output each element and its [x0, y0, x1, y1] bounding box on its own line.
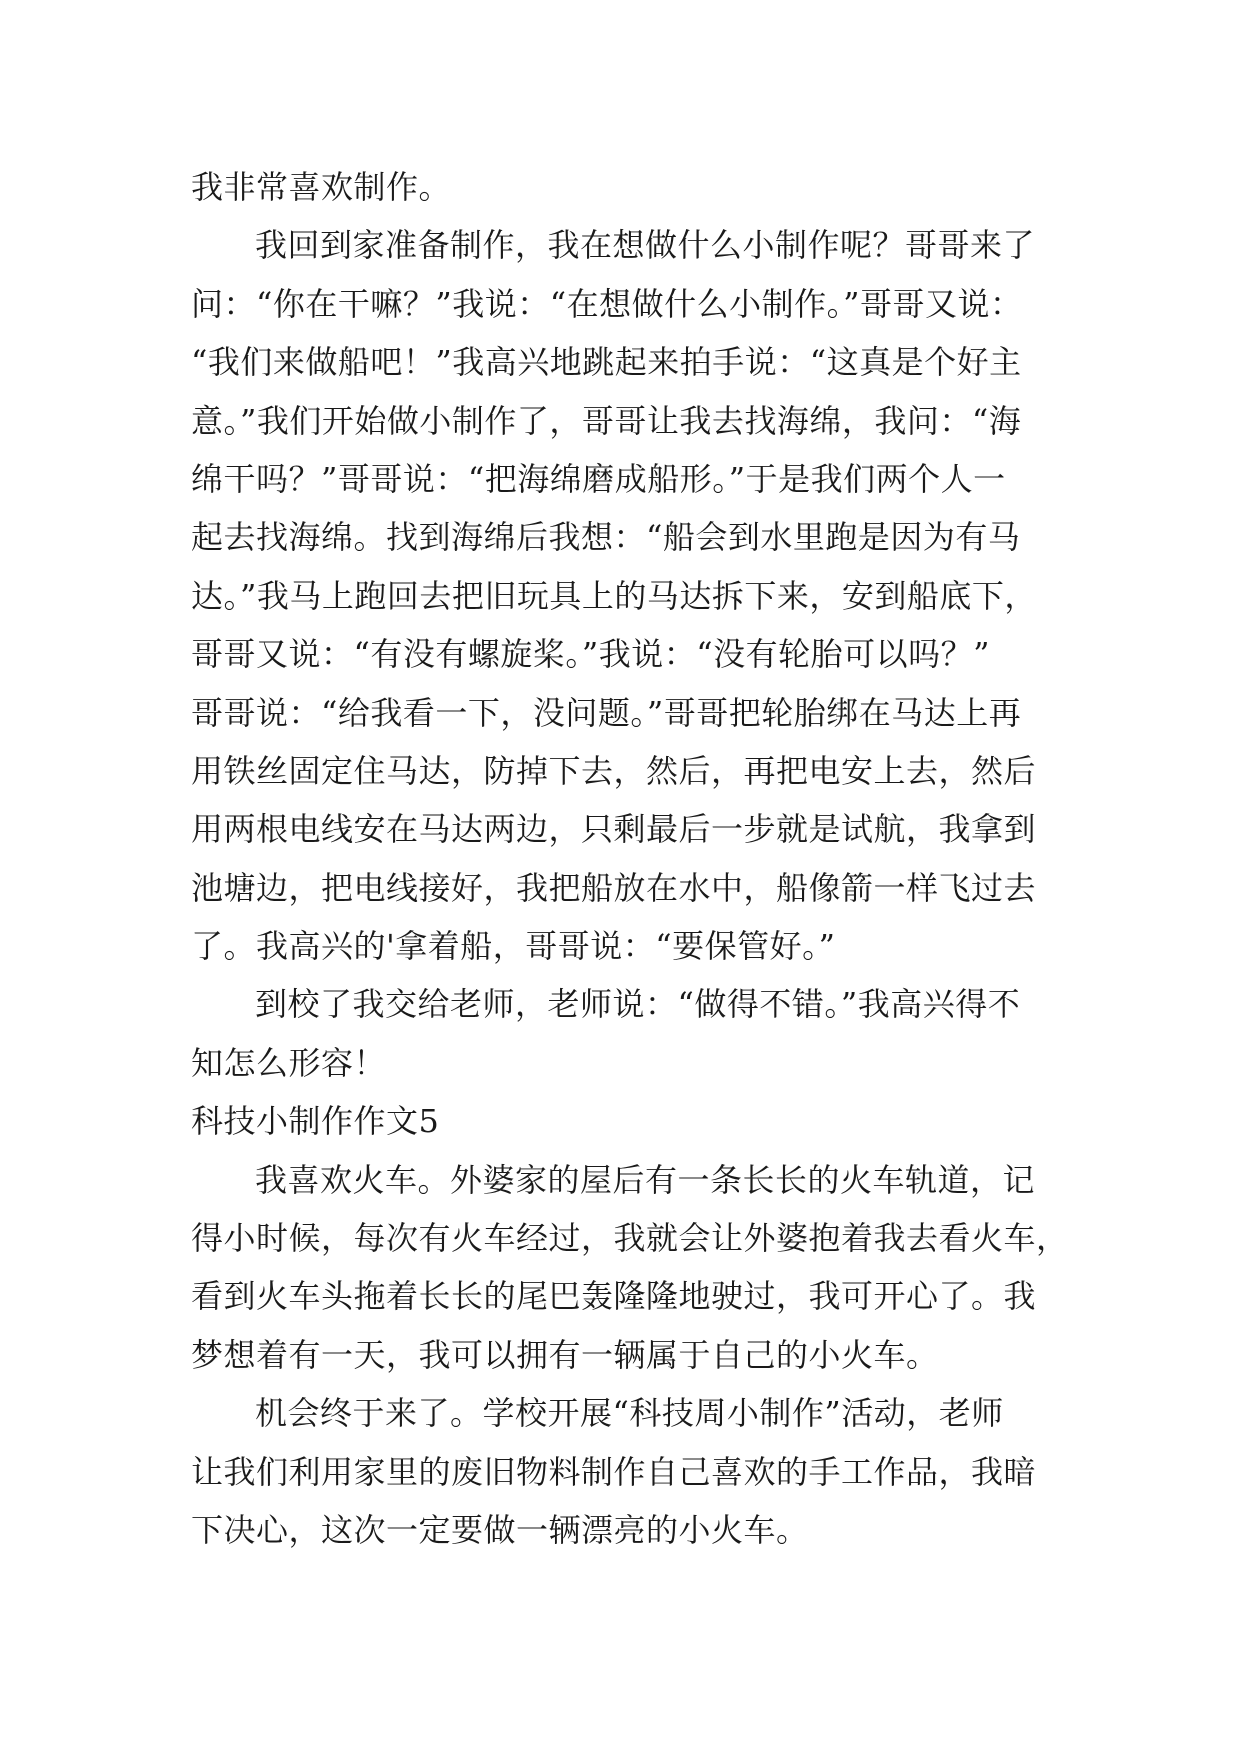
text-line: 看到火车头拖着长长的尾巴轰隆隆地驶过，我可开心了。我: [191, 1277, 1037, 1316]
paragraph-first-line: 到校了我交给老师，老师说：“做得不错。”我高兴得不: [255, 985, 1021, 1024]
text-line: 用铁丝固定住马达，防掉下去，然后，再把电安上去，然后: [191, 751, 1037, 790]
text-line: 绵干吗？”哥哥说：“把海绵磨成船形。”于是我们两个人一: [191, 459, 1006, 498]
text-line: 池塘边，把电线接好，我把船放在水中，船像箭一样飞过去: [191, 868, 1037, 907]
text-line: 了。我高兴的'拿着船，哥哥说：“要保管好。”: [191, 927, 836, 966]
text-line: 知怎么形容！: [191, 1043, 387, 1082]
text-line: 哥哥又说：“有没有螺旋桨。”我说：“没有轮胎可以吗？”: [191, 635, 990, 674]
text-line: 问：“你在干嘛？”我说：“在想做什么小制作。”哥哥又说：: [191, 284, 1023, 323]
text-line: 梦想着有一天，我可以拥有一辆属于自己的小火车。: [191, 1335, 939, 1374]
paragraph-first-line: 我回到家准备制作，我在想做什么小制作呢？哥哥来了: [255, 226, 1036, 265]
paragraph-first-line: 我喜欢火车。外婆家的屋后有一条长长的火车轨道，记: [255, 1160, 1036, 1199]
text-line: 哥哥说：“给我看一下，没问题。”哥哥把轮胎绑在马达上再: [191, 693, 1022, 732]
section-heading: 科技小制作作文5: [191, 1102, 440, 1141]
document-body: [191, 158, 1081, 1559]
text-line: “我们来做船吧！”我高兴地跳起来拍手说：“这真是个好主: [191, 343, 1022, 382]
text-line: 让我们利用家里的废旧物料制作自己喜欢的手工作品，我暗: [191, 1452, 1037, 1491]
text-line: 起去找海绵。找到海绵后我想：“船会到水里跑是因为有马: [191, 518, 1021, 557]
text-line: 得小时候，每次有火车经过，我就会让外婆抱着我去看火车，: [191, 1219, 1069, 1258]
text-line: 用两根电线安在马达两边，只剩最后一步就是试航，我拿到: [191, 810, 1037, 849]
text-line: 下决心，这次一定要做一辆漂亮的小火车。: [191, 1510, 809, 1549]
text-line: 意。”我们开始做小制作了，哥哥让我去找海绵，我问：“海: [191, 401, 1022, 440]
paragraph-first-line: 机会终于来了。学校开展“科技周小制作”活动，老师: [255, 1394, 1004, 1433]
text-line: 达。”我马上跑回去把旧玩具上的马达拆下来，安到船底下，: [191, 576, 1037, 615]
text-line: 我非常喜欢制作。: [191, 168, 452, 206]
